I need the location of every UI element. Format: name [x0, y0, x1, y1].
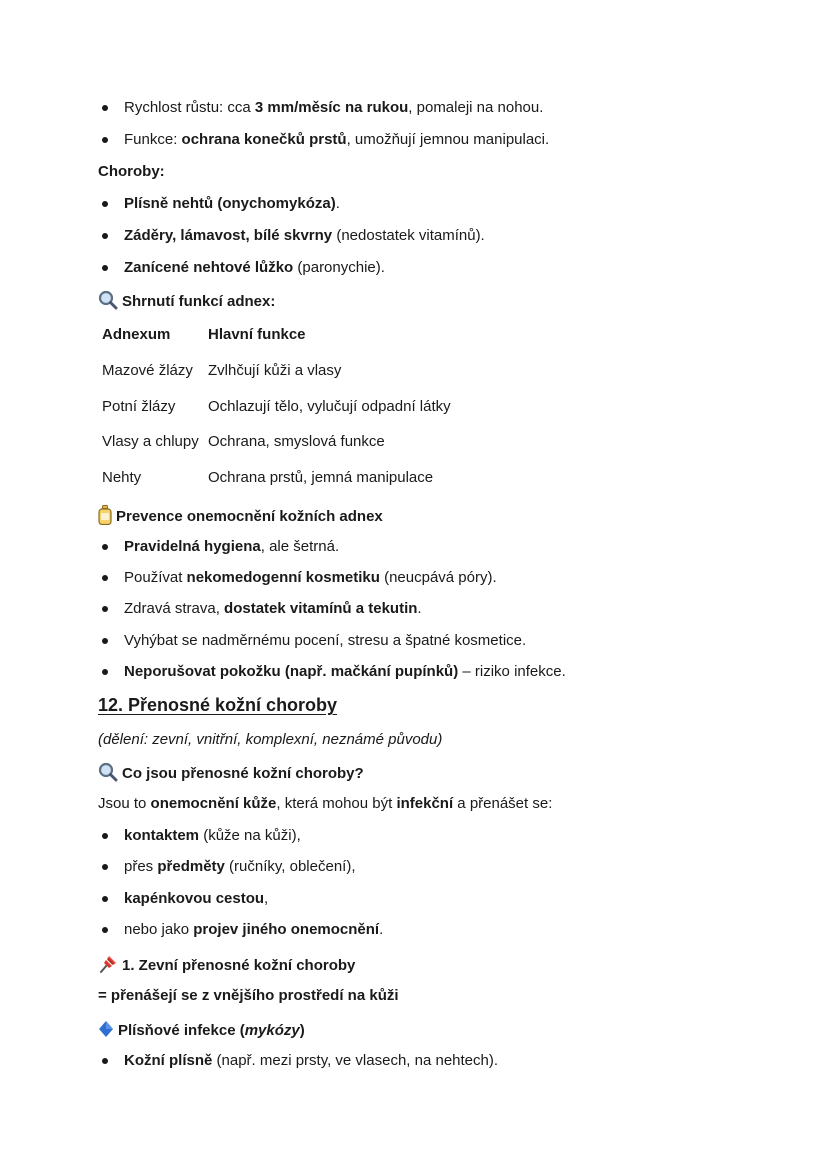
table-cell: Ochlazují tělo, vylučují odpadní látky [208, 398, 451, 415]
external-heading [98, 954, 355, 976]
prevention-heading [98, 505, 383, 527]
table-header-cell: Adnexum [102, 326, 171, 343]
table-cell: Potní žlázy [102, 398, 176, 415]
section-subtitle: (dělení: zevní, vnitřní, komplexní, neznámé původu) [98, 731, 443, 748]
table-cell: Mazové žlázy [102, 362, 193, 379]
table-cell: Ochrana, smyslová funkce [208, 433, 385, 450]
list-item: kapénkovou cestou, [124, 890, 269, 907]
text: , pomaleji na nohou. [408, 99, 544, 116]
list-item: nebo jako projev jiného onemocnění. [124, 921, 384, 938]
table-cell: Vlasy a chlupy [102, 433, 199, 450]
list-item [124, 258, 385, 278]
heading-text: Co jsou přenosné kožní choroby? [122, 765, 364, 782]
summary-heading [98, 290, 275, 312]
heading-text: Choroby: [98, 163, 165, 180]
bold-text: Zanícené nehtové lůžko [124, 259, 294, 276]
heading-text: 1. Zevní přenosné kožní choroby [122, 957, 356, 974]
heading-text: Prevence onemocnění kožních adnex [116, 508, 383, 525]
text: (paronychie). [293, 259, 385, 276]
text: . [335, 195, 340, 212]
pushpin-icon [98, 954, 118, 974]
text: Funkce: [124, 131, 182, 148]
external-definition: = přenášejí se z vnějšího prostředí na kůži [98, 987, 399, 1004]
list-item [124, 226, 485, 246]
section-title: 12. Přenosné kožní choroby [98, 695, 338, 715]
list-item: Používat nekomedogenní kosmetiku (neucpává póry). [124, 569, 497, 586]
bold-text: ochrana konečků prstů [181, 131, 347, 148]
table-cell: Ochrana prstů, jemná manipulace [208, 469, 434, 486]
list-item: kontaktem (kůže na kůži), [124, 827, 301, 844]
definition-paragraph: Jsou to onemocnění kůže, která mohou být infekční a přenášet se: [98, 795, 553, 812]
fungal-heading: Plísňové infekce (mykózy) [98, 1019, 305, 1041]
table-header-cell: Hlavní funkce [208, 326, 306, 343]
bold-text: Plísně nehtů (onychomykóza) [124, 195, 336, 212]
list-item: Neporušovat pokožku (např. mačkání pupínků) – riziko infekce. [124, 663, 566, 680]
list-item: Vyhýbat se nadměrnému pocení, stresu a špatné kosmetice. [124, 632, 527, 649]
table-cell: Zvlhčují kůži a vlasy [208, 362, 342, 379]
list-item: Zdravá strava, dostatek vitamínů a tekutin. [124, 600, 422, 617]
text: , umožňují jemnou manipulaci. [346, 131, 550, 148]
diseases-heading [98, 162, 165, 182]
question-heading [98, 762, 364, 784]
blue-diamond-icon [98, 1019, 114, 1039]
list-item [124, 130, 549, 150]
magnifier-icon [98, 762, 118, 782]
table-cell: Nehty [102, 469, 142, 486]
heading-text: Shrnutí funkcí adnex: [122, 293, 276, 310]
text: (nedostatek vitamínů). [332, 227, 485, 244]
bold-text: Záděry, lámavost, bílé skvrny [124, 227, 333, 244]
list-item: Pravidelná hygiena, ale šetrná. [124, 538, 340, 555]
list-item: Kožní plísně (např. mezi prsty, ve vlasech, na nehtech). [124, 1052, 499, 1069]
text: Rychlost růstu: cca [124, 99, 255, 116]
bold-text: 3 mm/měsíc na rukou [254, 99, 409, 116]
list-item [124, 98, 543, 118]
magnifier-icon [98, 290, 118, 310]
list-item: přes předměty (ručníky, oblečení), [124, 858, 356, 875]
list-item [124, 194, 340, 214]
soap-bottle-icon [98, 505, 112, 525]
